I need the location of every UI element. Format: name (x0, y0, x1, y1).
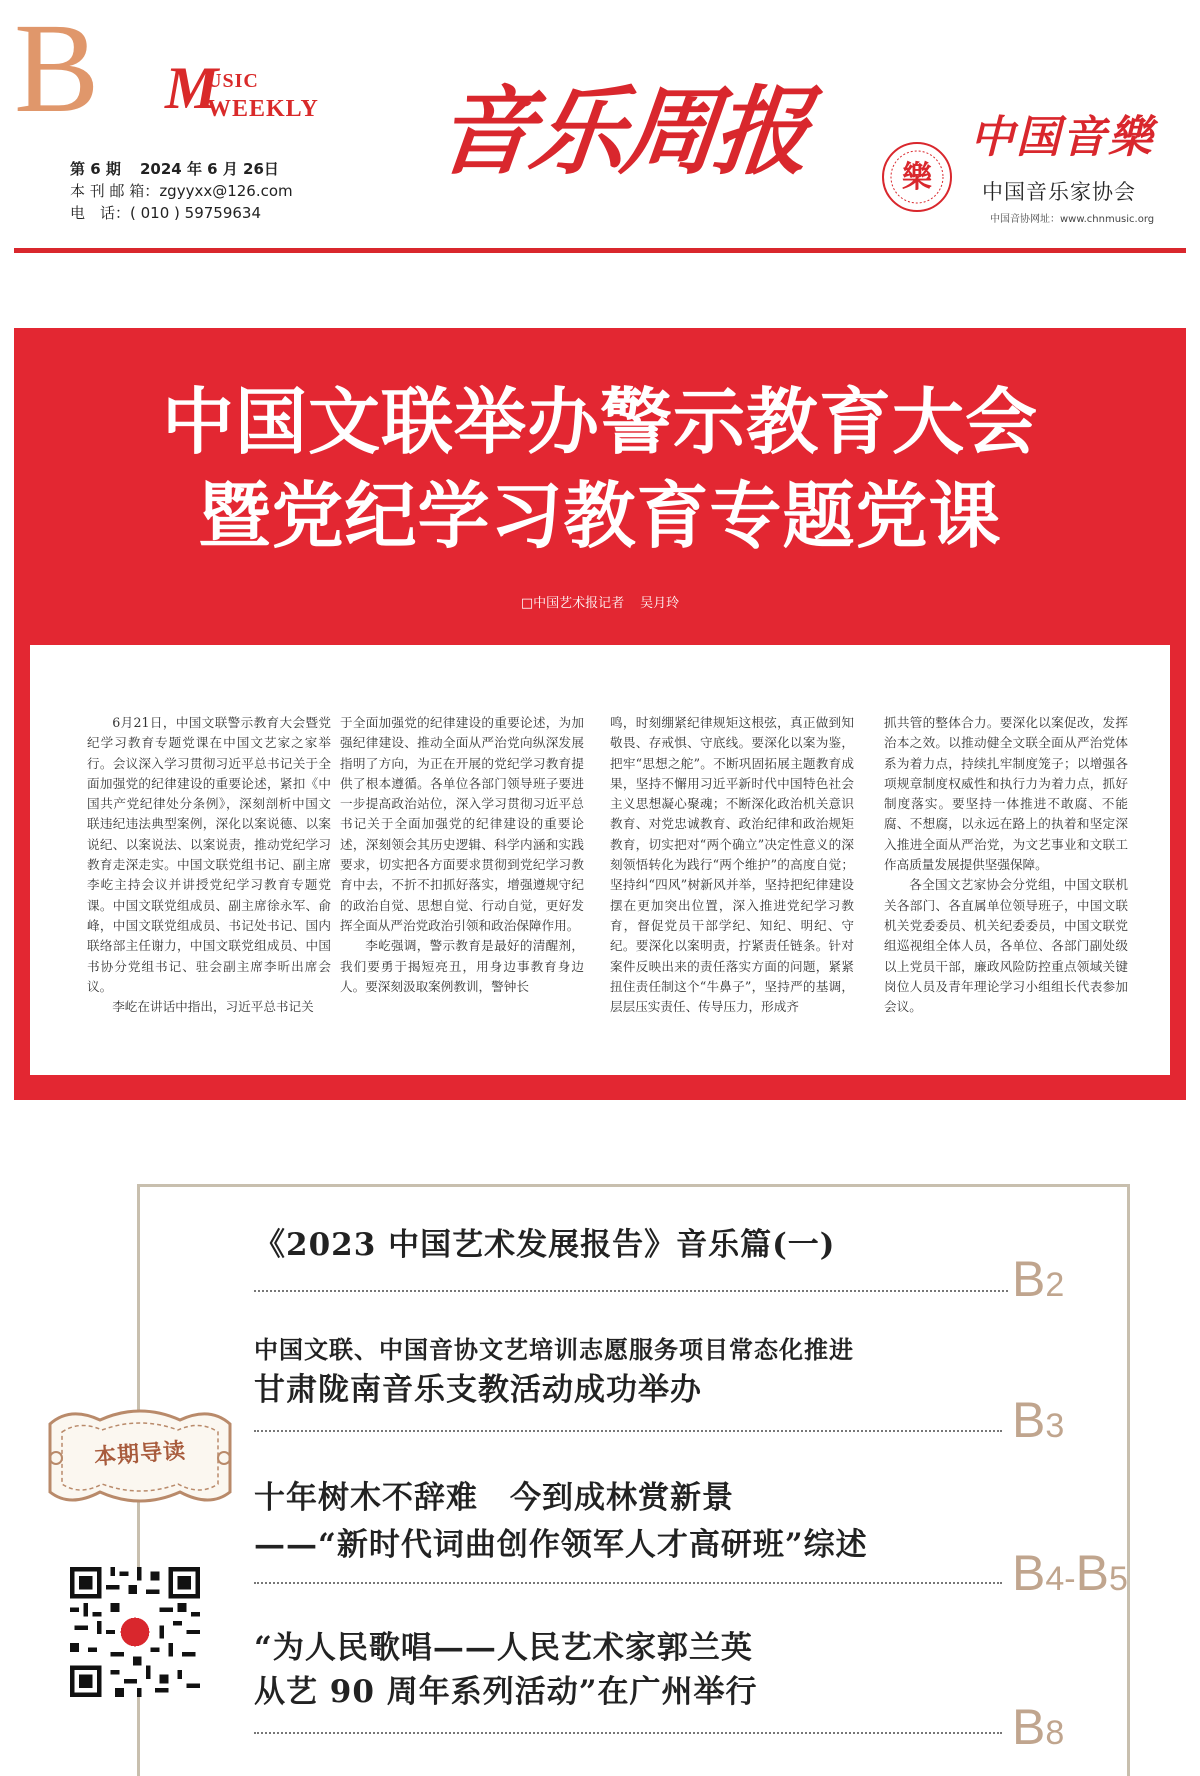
email-label: 本 刊 邮 箱： (70, 182, 160, 200)
article-column-4 (884, 713, 1128, 1017)
toc-entry-2-page[interactable]: B3 (1012, 1392, 1065, 1448)
toc-entry-2-title[interactable]: 甘肃陇南音乐支教活动成功举办 (254, 1372, 702, 1408)
article-byline (30, 592, 1170, 611)
headline-line-2: 暨党纪学习教育专题党课 (198, 474, 1002, 558)
toc-entry-1-title[interactable]: 《2023 中国艺术发展报告》音乐篇(一) (254, 1227, 836, 1263)
article-headline (30, 375, 1170, 563)
toc-leader (254, 1732, 1002, 1734)
toc-leader (254, 1290, 1008, 1292)
contents-badge-label: 本期导读 (93, 1437, 187, 1471)
phone-value: ( 010 ) 59759634 (130, 204, 262, 222)
paragraph: 各全国文艺家协会分党组，中国文联机关各部门、各直属单位领导班子，中国文联机关党委委员、机关纪委委员，中国文联党组巡视组全体人员，各单位、各部门副处级以上党员干部，廉政风险防控重点领域关键岗位人员及青年理论学习小组组长代表参加会议。 (884, 877, 1128, 1015)
toc-leader (254, 1582, 1002, 1584)
logo-word-usic: USIC (207, 70, 259, 92)
phone-label: 电 话： (70, 204, 131, 222)
masthead-rule (14, 248, 1186, 253)
toc-entry-1-page[interactable]: B2 (1012, 1251, 1065, 1307)
byline-source: □中国艺术报记者 (520, 596, 625, 611)
toc-entry-4-subtitle[interactable]: 从艺 90 周年系列活动”在广州举行 (254, 1674, 758, 1710)
article-column-3 (610, 713, 854, 1017)
cma-logo-seal-icon (880, 140, 954, 214)
paper-title: 音乐周报 (432, 75, 812, 188)
email-value[interactable]: zgyyxx@126.com (159, 182, 293, 200)
toc-entry-4-title[interactable]: “为人民歌唱——人民艺术家郭兰英 (254, 1630, 753, 1666)
qr-code-icon[interactable] (70, 1567, 200, 1697)
paragraph: 李屹强调，警示教育是最好的清醒剂，我们要勇于揭短亮丑，用身边事教育身边人。要深刻汲取案例教训，警钟长 (340, 938, 584, 994)
association-website[interactable]: 中国音协网址：www.chnmusic.org (990, 214, 1155, 225)
logo-word-weekly: WEEKLY (207, 96, 319, 122)
svg-text:樂: 樂 (902, 160, 932, 195)
toc-entry-3-page[interactable]: B4-B5 (1012, 1545, 1128, 1601)
article-column-1 (87, 713, 331, 1017)
paragraph: 鸣，时刻绷紧纪律规矩这根弦，真正做到知敬畏、存戒惧、守底线。要深化以案为鉴，把牢“思想之舵”。不断巩固拓展主题教育成果，坚持不懈用习近平新时代中国特色社会主义思想凝心聚魂；不断深化政治机关意识教育、对党忠诚教育、政治纪律和政治规矩教育，切实把对“两个确立”决定性意义的深刻领悟转化为践行“两个维护”的高度自觉；坚持纠“四风”树新风并举，坚持把纪律建设摆在更加突出位置，深入推进党纪学习教育，督促党员干部学纪、知纪、明纪、守纪。要深化以案明责，拧紧责任链条。针对案件反映出来的责任落实方面的问题，紧紧扭住责任制这个“牛鼻子”，坚持严的基调，层层压实责任、传导压力，形成齐 (610, 715, 854, 1015)
toc-leader (254, 1430, 1002, 1432)
issue-line (70, 158, 293, 180)
article-body (30, 645, 1170, 1075)
toc-entry-3-title[interactable]: 十年树木不辞难 今到成林赏新景 (254, 1480, 734, 1516)
headline-line-1: 中国文联举办警示教育大会 (161, 380, 1038, 464)
toc-entry-2-kicker[interactable]: 中国文联、中国音协文艺培训志愿服务项目常态化推进 (254, 1335, 854, 1364)
paragraph: 6月21日，中国文联警示教育大会暨党纪学习教育专题党课在中国文艺家之家举行。会议深入学习贯彻习近平总书记关于全面加强党的纪律建设的重要论述，紧扣《中国共产党纪律处分条例》，深刻剖析中国文联违纪违法典型案例，深化以案说德、以案说纪、以案说法、以案说责，推动党纪学习教育走深走实。中国文联党组书记、副主席李屹主持会议并讲授党纪学习教育专题党课。中国文联党组成员、副主席徐永军、俞峰，中国文联党组成员、书记处书记、国内联络部主任谢力，中国文联党组成员、中国书协分党组书记、驻会副主席李昕出席会议。 (87, 715, 331, 994)
issue-number: 第 6 期 (70, 160, 121, 178)
paragraph: 李屹在讲话中指出，习近平总书记关 (112, 999, 314, 1015)
issue-date: 2024 年 6 月 26日 (139, 160, 279, 178)
association-name: 中国音乐家协会 (982, 180, 1136, 204)
toc-entry-4-page[interactable]: B8 (1012, 1699, 1065, 1755)
association-calligraphy: 中国音樂 (970, 112, 1154, 163)
byline-author: 吴月玲 (640, 596, 680, 611)
toc-entry-3-subtitle[interactable]: ——“新时代词曲创作领军人才高研班”综述 (254, 1527, 868, 1563)
section-letter: B (14, 0, 100, 139)
paragraph: 于全面加强党的纪律建设的重要论述，为加强纪律建设、推动全面从严治党向纵深发展指明了方向，为正在开展的党纪学习教育提供了根本遵循。各单位各部门领导班子要进一步提高政治站位，深入学习贯彻习近平总书记关于全面加强党的纪律建设的重要论述，深刻领会其历史逻辑、科学内涵和实践要求，切实把各方面要求贯彻到党纪学习教育中去，不折不扣抓好落实，增强遵规守纪的政治自觉、思想自觉、行动自觉，更好发挥全面从严治党政治引领和政治保障作用。 (340, 715, 584, 933)
music-weekly-logo (165, 55, 365, 128)
phone-line (70, 202, 293, 224)
email-line (70, 180, 293, 202)
article-column-2 (340, 713, 584, 997)
paragraph: 抓共管的整体合力。要深化以案促改，发挥治本之效。以推动健全文联全面从严治党体系为着力点，持续扎牢制度笼子；以增强各项规章制度权威性和执行力为着力点，抓好制度落实。要坚持一体推进不敢腐、不能腐、不想腐，以永远在路上的执着和坚定深入推进全面从严治党，为文艺事业和文联工作高质量发展提供坚强保障。 (884, 715, 1128, 873)
issue-info (70, 158, 293, 224)
logo-letter-m: M (165, 55, 219, 121)
